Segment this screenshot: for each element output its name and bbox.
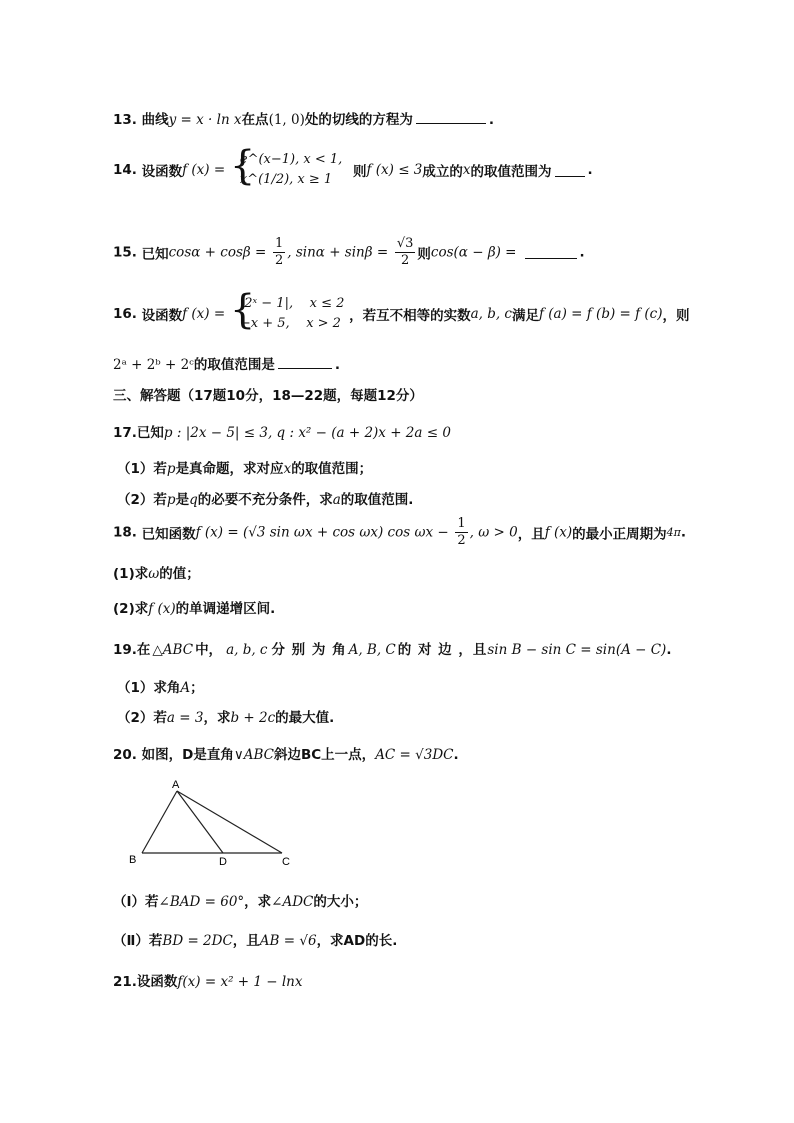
math: x <box>462 162 471 178</box>
question-18-part-1 <box>113 562 200 582</box>
question-19-part-1 <box>117 676 204 696</box>
text: （Ⅰ）若 <box>113 894 159 910</box>
math: f (x) <box>148 601 176 617</box>
text: 是真命题，求对应 <box>175 461 284 477</box>
question-19 <box>113 638 671 658</box>
fraction <box>395 236 416 269</box>
text: （1）求角 <box>117 680 181 696</box>
answer-blank <box>416 111 486 124</box>
text: ，求 <box>203 710 231 726</box>
math: cos(α − β) = <box>430 244 517 261</box>
answer-blank <box>525 246 577 259</box>
question-19-part-2 <box>117 706 334 726</box>
question-16 <box>113 287 690 334</box>
math: f (x) <box>544 524 573 541</box>
text: ； <box>190 680 204 696</box>
question-number: 16. <box>113 306 137 322</box>
question-21 <box>113 970 303 990</box>
math: f (x) = (√3 sin ωx + cos ωx) cos ωx − <box>195 524 449 541</box>
question-15 <box>113 236 585 269</box>
brace-icon: { <box>229 143 256 189</box>
math: p <box>166 492 176 508</box>
text: . <box>488 112 494 128</box>
text: 的取值范围； <box>291 461 373 477</box>
segment-AD <box>177 791 223 853</box>
math: 4π <box>666 526 681 539</box>
math: a <box>332 492 341 508</box>
math: f (x) ≤ 3 <box>366 162 423 178</box>
text: 成立的 <box>422 164 463 180</box>
question-18 <box>113 516 686 549</box>
side-AC <box>177 791 282 853</box>
vertex-label-d: D <box>219 856 227 868</box>
text: 在点 <box>241 112 269 128</box>
fraction <box>455 516 467 549</box>
text: 的取值范围是 <box>193 357 275 373</box>
text: 已知 <box>141 246 169 263</box>
text: . <box>334 357 340 373</box>
text: 中， <box>195 642 223 658</box>
math: y = x · ln x <box>168 112 242 128</box>
math: f (x) = <box>182 162 226 178</box>
text: ，且 <box>232 933 260 949</box>
text: 设函数 <box>136 974 178 990</box>
text: 满足 <box>512 308 539 324</box>
vertex-label-c: C <box>282 856 290 868</box>
math: a, b, c <box>470 306 512 322</box>
question-18-part-2 <box>113 597 275 617</box>
math: a, b, c <box>226 642 268 658</box>
question-16-line-2 <box>113 353 340 373</box>
text: 设函数 <box>141 164 183 180</box>
text: ，若互不相等的实数 <box>349 308 471 324</box>
question-number: 17. <box>113 425 137 441</box>
text: 的最小正周期为 <box>572 526 667 543</box>
text: （Ⅱ）若 <box>113 933 163 949</box>
question-number: 13. <box>113 112 137 128</box>
math: A <box>180 680 191 696</box>
math: ∠ADC <box>271 894 314 910</box>
text: (1)求 <box>113 566 149 582</box>
question-17 <box>113 421 451 441</box>
text: 在 <box>136 642 151 658</box>
question-20-part-2 <box>113 929 397 949</box>
text: 的单调递增区间. <box>175 601 276 617</box>
text: （2）若 <box>117 492 167 508</box>
math: A, B, C <box>348 642 396 658</box>
question-number: 15. <box>113 244 137 261</box>
math: △ABC <box>152 642 194 658</box>
case-row: e^(x−1), x < 1, <box>239 152 343 167</box>
side-AB <box>142 791 177 853</box>
math: AC = √3DC <box>375 747 454 763</box>
text: 的值； <box>159 566 200 582</box>
text: （1）若 <box>117 461 167 477</box>
text: 则 <box>352 164 367 180</box>
text: . <box>587 162 593 178</box>
text: 处的切线的方程为 <box>304 112 413 128</box>
section-heading: 三、解答题（17题10分，18—22题，每题12分） <box>113 388 423 404</box>
math: q <box>189 492 198 508</box>
math: x <box>283 461 292 477</box>
triangle-figure <box>126 776 316 868</box>
math: a = 3 <box>166 710 204 726</box>
question-number: 18. <box>113 524 137 541</box>
text: ，求AD的长. <box>316 933 398 949</box>
denominator: 2 <box>457 533 466 548</box>
math: f (a) = f (b) = f (c) <box>539 306 663 322</box>
question-number: 19. <box>113 642 137 658</box>
answer-blank <box>555 164 585 177</box>
text: 设函数 <box>141 308 183 324</box>
math: p <box>166 461 176 477</box>
math: 2ᵃ + 2ᵇ + 2ᶜ <box>113 357 194 373</box>
question-14 <box>113 143 593 190</box>
text: （2）若 <box>117 710 167 726</box>
question-17-part-1 <box>117 457 372 477</box>
denominator: 2 <box>401 253 410 268</box>
text: ，且 <box>517 526 545 543</box>
question-17-part-2 <box>117 488 413 508</box>
question-20 <box>113 743 459 763</box>
math: b + 2c <box>230 710 276 726</box>
question-number: 20. <box>113 747 137 763</box>
question-number: 21. <box>113 974 137 990</box>
numerator: 1 <box>457 516 466 531</box>
text: 的最大值. <box>275 710 335 726</box>
denominator: 2 <box>274 253 284 268</box>
vertex-label-b: B <box>129 854 137 866</box>
vertex-label-a: A <box>172 779 180 791</box>
text: 的 对 边 ，且 <box>397 642 488 658</box>
answer-blank <box>278 356 332 369</box>
math: , sinα + sinβ = <box>287 244 389 261</box>
text: 的大小； <box>313 894 368 910</box>
math: cosα + cosβ = <box>168 244 267 261</box>
math: sin B − sin C = sin(A − C) <box>487 642 667 658</box>
math: ω <box>148 566 160 582</box>
text: 是 <box>175 492 190 508</box>
brace-icon: { <box>229 287 256 333</box>
text: (2)求 <box>113 601 149 617</box>
math: , ω > 0 <box>469 524 518 541</box>
math: (1, 0) <box>268 112 305 128</box>
text: . <box>666 642 672 658</box>
math: f(x) = x² + 1 − lnx <box>177 974 303 990</box>
text: . <box>680 524 687 541</box>
math: p : |2x − 5| ≤ 3, q : x² − (a + 2)x + 2a ≤ 0 <box>163 425 451 441</box>
text: 已知 <box>136 425 164 441</box>
case-row: −x + 5, x > 2 <box>239 316 341 331</box>
math: BD = 2DC <box>162 933 233 949</box>
text: 的取值范围为 <box>470 164 552 180</box>
case-row: |2ˣ − 1|, x ≤ 2 <box>239 296 345 311</box>
numerator: √3 <box>396 236 414 251</box>
case-row: x^(1/2), x ≥ 1 <box>239 172 333 187</box>
math: ∠BAD = 60° <box>158 894 245 910</box>
text: 分 别 为 角 <box>271 642 347 658</box>
question-20-part-1 <box>113 890 367 910</box>
math: ∨ABC <box>233 747 274 763</box>
text: 斜边BC上一点， <box>273 747 376 763</box>
text: 的取值范围. <box>340 492 414 508</box>
piecewise-function <box>229 287 345 334</box>
math: f (x) = <box>182 306 226 322</box>
math: AB = √6 <box>259 933 317 949</box>
question-number: 14. <box>113 162 137 178</box>
text: ，则 <box>662 308 690 324</box>
numerator: 1 <box>274 236 284 251</box>
text: . <box>579 244 585 261</box>
piecewise-function <box>229 143 343 190</box>
question-13 <box>113 108 494 128</box>
text: 则 <box>417 246 431 263</box>
text: 曲线 <box>141 112 169 128</box>
fraction <box>273 236 285 269</box>
text: 如图，D是直角 <box>141 747 234 763</box>
text: . <box>453 747 459 763</box>
text: 已知函数 <box>141 526 196 543</box>
text: 的必要不充分条件，求 <box>197 492 333 508</box>
text: ，求 <box>244 894 272 910</box>
